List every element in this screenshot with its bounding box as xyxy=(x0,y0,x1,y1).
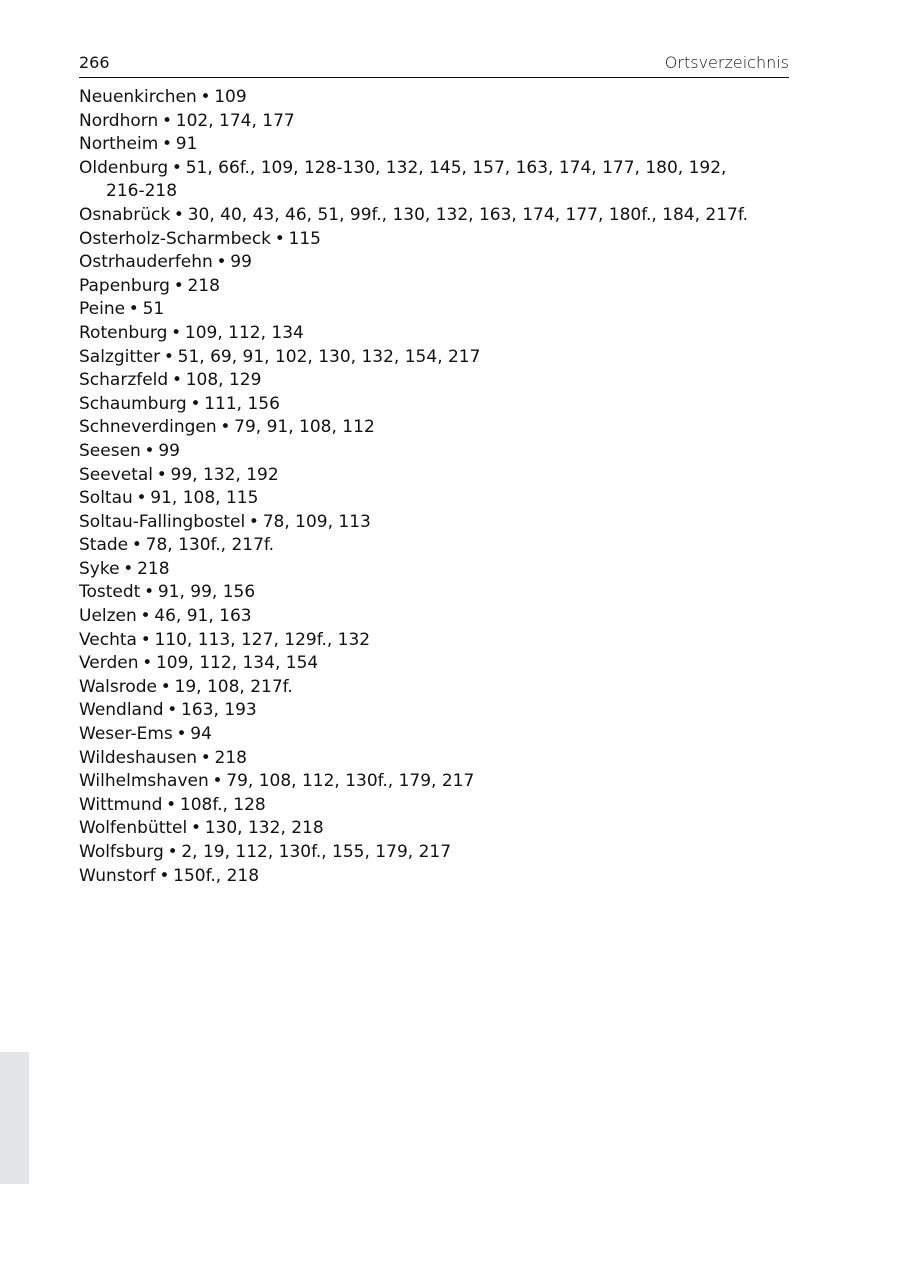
index-entry xyxy=(79,794,789,818)
index-entry xyxy=(79,865,789,889)
page-references: 51, 66f., 109, 128-130, 132, 145, 157, 163, 174, 177, 180, 192, 216-218 xyxy=(106,157,727,202)
place-name: Papenburg xyxy=(79,275,170,296)
bullet-separator: • xyxy=(212,771,223,792)
bullet-separator: • xyxy=(248,511,259,532)
page-references: 51 xyxy=(142,299,165,320)
place-name: Schaumburg xyxy=(79,393,187,414)
bullet-separator: • xyxy=(140,606,151,627)
index-entry xyxy=(79,133,789,157)
index-entry xyxy=(79,204,789,228)
index-entry xyxy=(79,676,789,700)
thumb-index-tab xyxy=(0,1052,29,1184)
bullet-separator: • xyxy=(162,134,173,155)
index-entry xyxy=(79,464,789,488)
index-entry xyxy=(79,369,789,393)
place-name: Wolfsburg xyxy=(79,842,164,862)
bullet-separator: • xyxy=(156,464,167,485)
bullet-separator: • xyxy=(171,322,182,343)
place-name: Rotenburg xyxy=(79,322,168,343)
index-entry xyxy=(79,770,789,794)
bullet-separator: • xyxy=(142,653,153,674)
place-name: Wildeshausen xyxy=(79,747,198,768)
index-entry xyxy=(79,110,789,134)
place-name: Stade xyxy=(79,535,129,556)
page-references: 94 xyxy=(190,724,212,745)
place-name: Walsrode xyxy=(79,676,157,697)
page-header xyxy=(79,52,789,78)
index-entry xyxy=(79,747,789,771)
page-number: 266 xyxy=(79,53,110,72)
place-name: Oldenburg xyxy=(79,157,169,178)
bullet-separator: • xyxy=(167,842,178,862)
place-name: Weser-Ems xyxy=(79,724,173,745)
bullet-separator: • xyxy=(128,299,139,320)
place-name: Wilhelmshaven xyxy=(79,771,209,792)
index-entry xyxy=(79,440,789,464)
place-name: Tostedt xyxy=(79,582,141,603)
place-name: Salzgitter xyxy=(79,346,161,367)
bullet-separator: • xyxy=(190,818,201,839)
place-index-list xyxy=(79,86,789,888)
index-entry xyxy=(79,511,789,535)
page-references: 51, 69, 91, 102, 130, 132, 154, 217 xyxy=(177,346,481,367)
index-entry xyxy=(79,157,766,204)
bullet-separator: • xyxy=(136,488,147,509)
page-references: 91, 99, 156 xyxy=(157,582,256,603)
place-name: Nordhorn xyxy=(79,110,159,131)
place-name: Schneverdingen xyxy=(79,417,217,438)
page-references: 91 xyxy=(175,134,198,155)
place-name: Northeim xyxy=(79,134,159,155)
page-references: 79, 108, 112, 130f., 179, 217 xyxy=(226,771,475,792)
place-name: Seesen xyxy=(79,440,141,461)
page-references: 218 xyxy=(187,275,220,296)
place-name: Soltau-Fallingbostel xyxy=(79,511,246,532)
page-references: 111, 156 xyxy=(204,393,280,414)
page-references: 130, 132, 218 xyxy=(204,818,324,839)
index-entry xyxy=(79,487,789,511)
index-entry xyxy=(79,251,789,275)
index-entry xyxy=(79,723,789,747)
bullet-separator: • xyxy=(161,110,173,131)
page-references: 78, 109, 113 xyxy=(262,511,371,532)
bullet-separator: • xyxy=(200,87,211,107)
place-name: Osterholz-Scharmbeck xyxy=(79,228,272,249)
place-name: Neuenkirchen xyxy=(79,87,197,107)
page-references: 110, 113, 127, 129f., 132 xyxy=(154,629,371,650)
page-references: 91, 108, 115 xyxy=(150,488,259,509)
place-name: Vechta xyxy=(79,629,137,650)
place-name: Ostrhauderfehn xyxy=(79,252,213,273)
place-name: Seevetal xyxy=(79,464,154,485)
page-references: 102, 174, 177 xyxy=(175,110,295,131)
bullet-separator: • xyxy=(159,865,170,886)
bullet-separator: • xyxy=(173,204,184,225)
place-name: Syke xyxy=(79,558,120,579)
place-name: Wendland xyxy=(79,700,164,721)
page-references: 99, 132, 192 xyxy=(170,464,279,485)
index-entry xyxy=(79,699,789,723)
bullet-separator: • xyxy=(176,724,187,745)
place-name: Wunstorf xyxy=(79,865,156,886)
place-name: Scharzfeld xyxy=(79,370,169,391)
page-references: 218 xyxy=(137,558,170,579)
bullet-separator: • xyxy=(123,558,134,579)
index-entry xyxy=(79,605,789,629)
page-references: 19, 108, 217f. xyxy=(174,676,293,697)
place-name: Wittmund xyxy=(79,794,163,815)
place-name: Wolfenbüttel xyxy=(79,818,188,839)
page-references: 109, 112, 134 xyxy=(184,322,304,343)
index-entry xyxy=(79,346,789,370)
bullet-separator: • xyxy=(144,440,155,461)
bullet-separator: • xyxy=(163,346,174,367)
place-name: Verden xyxy=(79,653,139,674)
index-entry xyxy=(79,416,789,440)
index-entry xyxy=(79,652,789,676)
bullet-separator: • xyxy=(166,794,177,815)
bullet-separator: • xyxy=(173,275,184,296)
place-name: Peine xyxy=(79,299,126,320)
bullet-separator: • xyxy=(200,747,211,768)
index-entry xyxy=(79,275,789,299)
index-entry xyxy=(79,629,789,653)
place-name: Uelzen xyxy=(79,606,137,627)
index-entry xyxy=(79,322,789,346)
bullet-separator: • xyxy=(171,370,182,391)
page-references: 218 xyxy=(214,747,247,768)
bullet-separator: • xyxy=(131,535,142,556)
page-references: 78, 130f., 217f. xyxy=(145,535,275,556)
index-entry xyxy=(79,817,789,841)
page-references: 2, 19, 112, 130f., 155, 179, 217 xyxy=(181,842,452,862)
page-references: 46, 91, 163 xyxy=(154,606,252,627)
bullet-separator: • xyxy=(144,582,155,603)
page-references: 109, 112, 134, 154 xyxy=(155,653,319,674)
bullet-separator: • xyxy=(216,252,227,273)
page-references: 79, 91, 108, 112 xyxy=(234,417,375,438)
place-name: Osnabrück xyxy=(79,204,171,225)
bullet-separator: • xyxy=(160,676,171,697)
page-references: 99 xyxy=(158,440,180,461)
index-entry xyxy=(79,228,789,252)
index-entry xyxy=(79,581,789,605)
running-head: Ortsverzeichnis xyxy=(664,53,789,72)
index-entry xyxy=(79,393,789,417)
page-references: 150f., 218 xyxy=(173,865,260,886)
bullet-separator: • xyxy=(167,700,178,721)
index-entry xyxy=(79,841,789,865)
bullet-separator: • xyxy=(140,629,151,650)
bullet-separator: • xyxy=(171,157,182,178)
page-references: 30, 40, 43, 46, 51, 99f., 130, 132, 163, 174, 177, 180f., 184, 217f. xyxy=(187,204,749,225)
page-references: 108f., 128 xyxy=(179,794,266,815)
page-references: 163, 193 xyxy=(181,700,257,721)
index-entry xyxy=(79,298,789,322)
bullet-separator: • xyxy=(190,393,201,414)
page-references: 115 xyxy=(288,228,321,249)
page-references: 109 xyxy=(214,87,247,107)
index-entry xyxy=(79,86,789,110)
place-name: Soltau xyxy=(79,488,133,509)
index-entry xyxy=(79,558,789,582)
page-references: 99 xyxy=(230,252,252,273)
bullet-separator: • xyxy=(220,417,231,438)
bullet-separator: • xyxy=(274,228,285,249)
page-references: 108, 129 xyxy=(185,370,262,391)
index-entry xyxy=(79,534,789,558)
